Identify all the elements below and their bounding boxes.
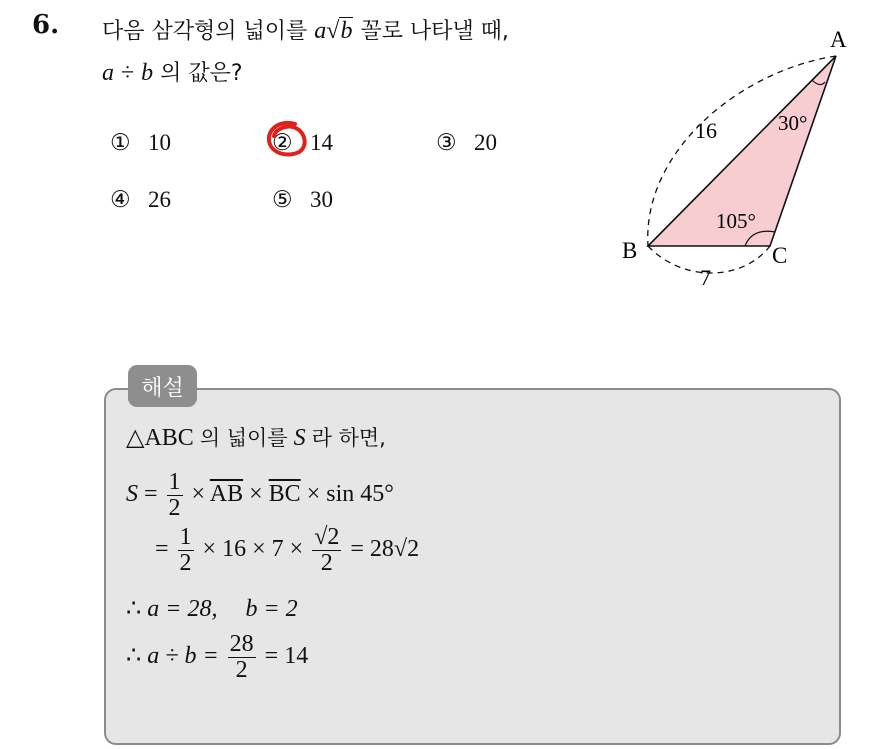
fraction-numerator: 1 [168,469,181,495]
sqrt-symbol: √ [326,18,340,44]
choice-marker: ② [272,130,293,155]
solution-line-3 [155,525,419,576]
solution-line-2 [126,470,394,521]
times-sign: × [252,536,266,563]
therefore-symbol: ∴ [126,643,142,670]
fraction-numerator: 1 [179,524,192,550]
fraction-denominator: 2 [168,495,181,522]
fraction-denominator: 2 [179,550,192,577]
fraction-denominator: 2 [320,550,333,577]
choice-value: 30 [310,187,333,212]
choice-4[interactable] [110,187,171,213]
a-equals: a = 28, [147,596,218,622]
choice-5[interactable] [272,187,333,213]
times-sign: × [191,481,206,508]
question-line-1 [102,14,509,45]
solution-text: 라 하면, [311,426,386,450]
fraction-numerator: 28 [229,631,254,657]
divide-symbol: ÷ [121,60,135,86]
fraction-denominator: 2 [235,657,248,684]
b-equals: b = 2 [245,596,298,622]
question-number: 6. [32,10,60,40]
segment-bc: $\overline{BC}$ [268,481,301,508]
question-line-2-suffix: 의 값은? [160,61,243,86]
value-7: 7 [271,536,284,563]
fraction-sqrt2-over-2 [312,525,341,576]
fraction-half [167,470,183,521]
fraction-half [178,525,194,576]
choice-marker: ① [110,130,131,155]
choice-value: 20 [474,130,497,155]
question-text-prefix: 다음 삼각형의 넓이를 [102,19,308,44]
choice-marker: ④ [110,187,131,212]
final-result: = 14 [264,643,309,670]
times-sign: × [202,536,217,563]
choice-value: 10 [148,130,171,155]
question-text-suffix: 꼴로 나타낼 때, [360,19,509,44]
solution-text: 의 넓이를 [199,426,288,450]
choice-value: 26 [148,187,171,212]
side-bc-label: 7 [700,265,711,290]
fraction-numerator: √2 [314,524,340,550]
sin-term: sin 45° [326,481,394,508]
solution-line-1 [126,422,386,452]
a-div-b: a ÷ b = [147,643,219,670]
choice-marker: ⑤ [272,187,293,212]
angle-c-label: 105° [716,209,756,233]
equals-sign: = [144,481,158,508]
times-sign: × [289,536,304,563]
solution-line-4 [126,594,298,623]
value-16: 16 [222,536,247,563]
solution-line-5 [126,632,308,683]
times-sign: × [249,481,263,508]
equals-sign: = [155,536,169,563]
solution-tag: 해설 [128,365,197,407]
var-b: b [340,18,353,44]
triangle-abc-label: △ABC [126,425,194,451]
var-b-2: b [141,60,154,86]
fraction-28-over-2 [228,632,256,683]
vertex-c-label: C [772,243,788,268]
selection-circle-icon [265,120,311,160]
vertex-a-label: A [830,27,847,52]
question-line-2 [102,56,243,87]
vertex-b-label: B [622,238,638,263]
triangle-figure [612,20,882,300]
angle-a-label: 30° [778,111,808,135]
var-a-2: a [102,60,114,86]
var-s-2: S [126,481,138,508]
side-ab-label: 16 [695,118,717,143]
sqrt2-term: √2 [393,536,420,563]
choice-1[interactable] [110,130,171,156]
var-a: a [314,18,327,44]
choice-marker: ③ [436,130,457,155]
therefore-symbol: ∴ [126,596,142,622]
choice-value: 14 [310,130,333,155]
segment-ab: $\overline{AB}$ [209,481,244,508]
times-sign: × [306,481,321,508]
choice-3[interactable] [436,130,497,156]
result-28: = 28 [350,536,394,563]
var-s: S [293,425,306,451]
